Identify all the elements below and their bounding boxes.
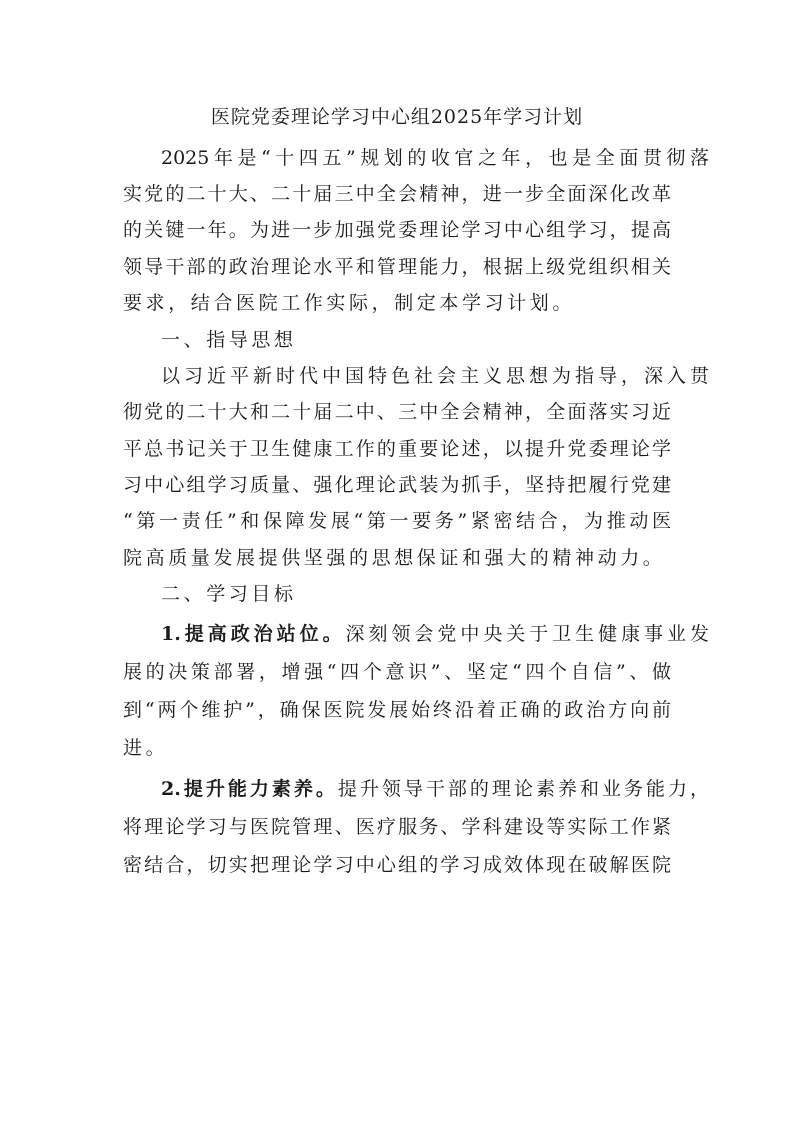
item2-first-line [123,775,709,803]
intro-line: 的关键一年。为进一步加强党委理论学习中心组学习，提高 [123,219,671,241]
section1-line: 习中心组学习质量、强化理论武装为抓手，坚持把履行党建 [123,474,671,496]
section-heading-2: 二、学习目标 [161,583,297,605]
section-heading-1: 一、指导思想 [161,329,297,351]
section1-line: 彻党的二十大和二十届二中、三中全会精神，全面落实习近 [123,401,671,423]
item2-line: 密结合，切实把理论学习中心组的学习成效体现在破解医院 [123,854,671,876]
item1-first-rest: 深刻领会党中央关于卫生健康事业发 [345,623,709,645]
item2-lead: 2.提升能力素养。 [161,778,338,800]
item1-first-line [123,620,709,648]
intro-line: 要求，结合医院工作实际，制定本学习计划。 [123,292,576,314]
section1-line: “第一责任”和保障发展“第一要务”紧密结合，为推动医 [123,510,671,532]
document-title: 医院党委理论学习中心组2025年学习计划 [210,106,584,128]
item2-line: 将理论学习与医院管理、医疗服务、学科建设等实际工作紧 [123,816,671,838]
section1-line: 以习近平新时代中国特色社会主义思想为指导，深入贯 [161,365,709,387]
item2-first-rest: 提升领导干部的理论素养和业务能力， [337,778,709,800]
intro-line: 实党的二十大、二十届三中全会精神，进一步全面深化改革 [123,183,671,205]
item1-line: 进。 [123,737,169,759]
item1-line: 到“两个维护”，确保医院发展始终沿着正确的政治方向前 [123,699,671,721]
item1-lead: 1.提高政治站位。 [161,623,346,645]
intro-line: 2025年是“十四五”规划的收官之年，也是全面贯彻落 [161,147,709,169]
section1-line: 平总书记关于卫生健康工作的重要论述，以提升党委理论学 [123,438,671,460]
section1-line: 院高质量发展提供坚强的思想保证和强大的精神动力。 [123,547,666,569]
item1-line: 展的决策部署，增强“四个意识”、坚定“四个自信”、做 [123,661,671,683]
intro-line: 领导干部的政治理论水平和管理能力，根据上级党组织相关 [123,256,671,278]
